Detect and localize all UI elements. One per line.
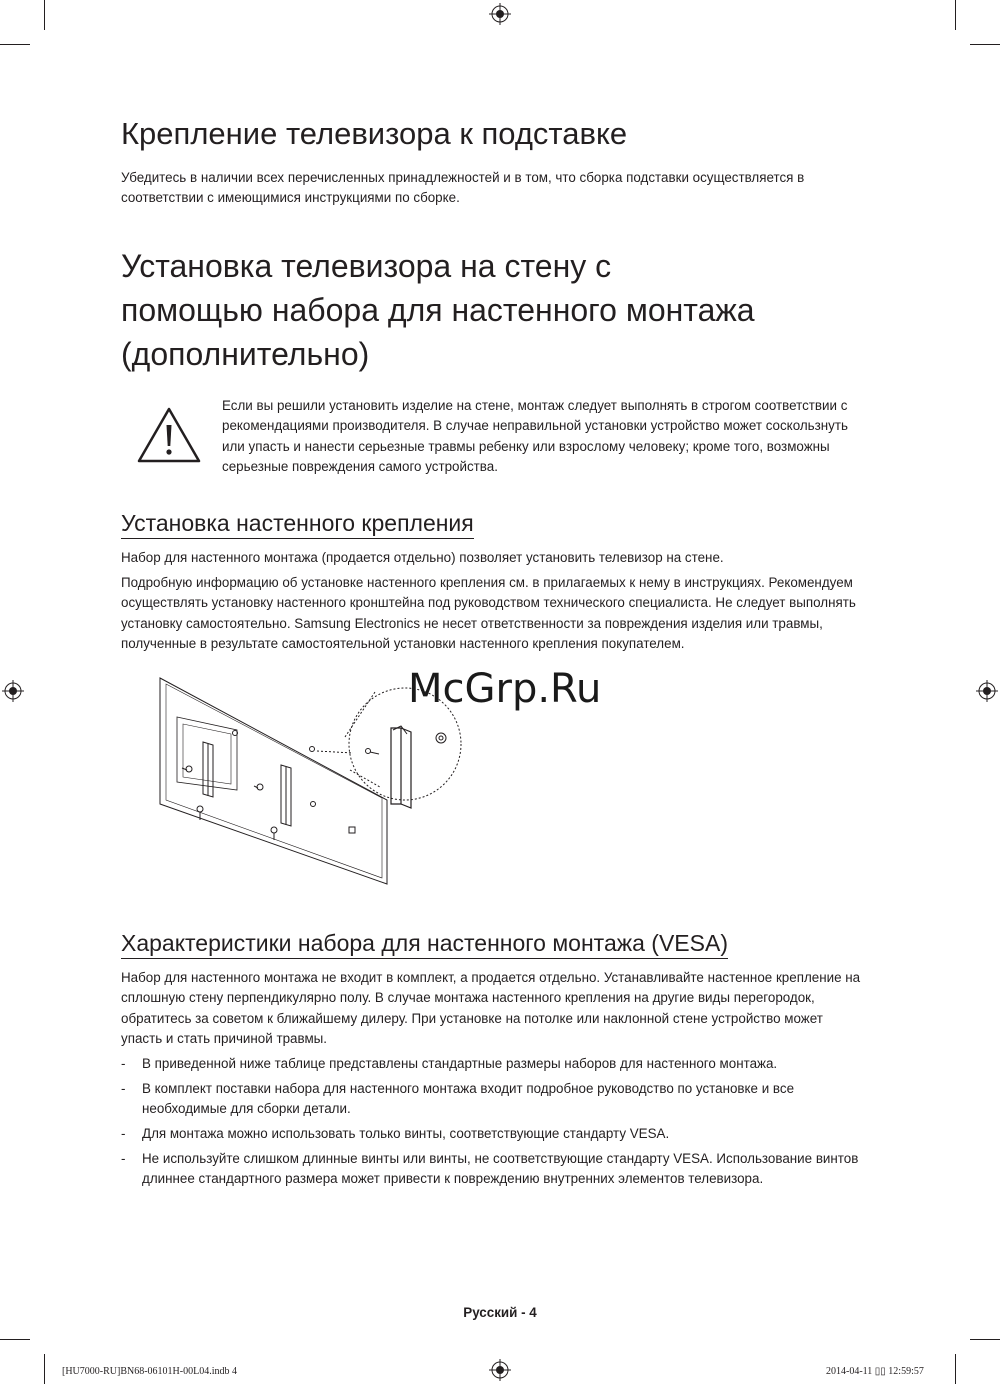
- warning-triangle-icon: [136, 406, 202, 464]
- wall-bracket-paragraph-2: Подробную информацию об установке настенного крепления см. в прилагаемых к нему в инструкциях. Рекомендуем осуществлять установку настенного кронштейна под руководством технического специалиста. Не следует выполнять установку самостоятельно. Samsung Electronics не несет ответственности за повреждения изделия или травмы, полученные в результате самостоятельной установки настенного крепления покупателем.: [121, 575, 856, 651]
- vesa-bullet-4: [121, 1149, 861, 1190]
- vesa-paragraph: Набор для настенного монтажа не входит в комплект, а продается отдельно. Устанавливайте настенное крепление на сплошную стену перпендикулярно полу. В случае монтажа настенного крепления на другие виды перегородок, обратитесь за советом к ближайшему дилеру. При установке на потолке или наклонной стене устройство может упасть и стать причиной травмы.: [121, 970, 861, 1046]
- wall-bracket-paragraph-1: Набор для настенного монтажа (продается отдельно) позволяет установить телевизор на стене.: [121, 550, 724, 565]
- section-title-stand: Крепление телевизора к подставке: [121, 116, 628, 151]
- file-slug: [HU7000-RU]BN68-06101H-00L04.indb 4: [62, 1366, 237, 1377]
- crop-mark: [955, 1354, 956, 1384]
- warning-text: Если вы решили установить изделие на стене, монтаж следует выполнять в строгом соответствии с рекомендациями производителя. В случае неправильной установки устройство может соскользнуть или упасть и нанести серьезные травмы ребенку или взрослому человеку; кроме того, возможны серьезные повреждения самого устройства.: [222, 398, 848, 474]
- bullet-dash: -: [121, 1126, 126, 1141]
- crop-mark: [955, 0, 956, 30]
- bullet-dash: -: [121, 1081, 126, 1096]
- vesa-bullet-1: [121, 1054, 881, 1074]
- crop-mark: [44, 0, 45, 30]
- registration-mark-icon: [2, 680, 24, 702]
- registration-mark-icon: [489, 1359, 511, 1381]
- bullet-text: Для монтажа можно использовать только винты, соответствующие стандарту VESA.: [142, 1126, 670, 1141]
- crop-mark: [0, 44, 30, 45]
- section-title-wall-mount-line3: (дополнительно): [121, 336, 370, 372]
- registration-mark-icon: [976, 680, 998, 702]
- vesa-bullet-3: [121, 1124, 881, 1144]
- section-title-wall-bracket: Установка настенного крепления: [121, 508, 474, 539]
- bullet-text: В комплект поставки набора для настенного монтажа входит подробное руководство по установке и все необходимые для сборки детали.: [142, 1081, 795, 1117]
- section-title-wall-mount-line2: помощью набора для настенного монтажа: [121, 292, 755, 328]
- bullet-text: В приведенной ниже таблице представлены стандартные размеры наборов для настенного монтажа.: [142, 1056, 778, 1071]
- bullet-text: Не используйте слишком длинные винты или винты, не соответствующие стандарту VESA. Использование винтов длиннее стандартного размера может привести к повреждению внутренних элементов телевизора.: [142, 1151, 859, 1187]
- watermark: McGrp.Ru: [408, 666, 602, 712]
- bullet-dash: -: [121, 1151, 126, 1166]
- bullet-dash: -: [121, 1056, 126, 1071]
- crop-mark: [0, 1339, 30, 1340]
- crop-mark: [970, 44, 1000, 45]
- page-number: Русский - 4: [463, 1305, 537, 1320]
- crop-mark: [970, 1339, 1000, 1340]
- stand-paragraph: Убедитесь в наличии всех перечисленных принадлежностей и в том, что сборка подставки осуществляется в соответствии с имеющимися инструкциями по сборке.: [121, 170, 805, 206]
- registration-mark-icon: [489, 3, 511, 25]
- vesa-bullet-2: [121, 1079, 841, 1120]
- date-slug: 2014-04-11 ▯▯ 12:59:57: [826, 1366, 924, 1377]
- crop-mark: [44, 1354, 45, 1384]
- section-title-vesa: Характеристики набора для настенного монтажа (VESA): [121, 928, 728, 959]
- section-title-wall-mount-line1: Установка телевизора на стену с: [121, 248, 612, 284]
